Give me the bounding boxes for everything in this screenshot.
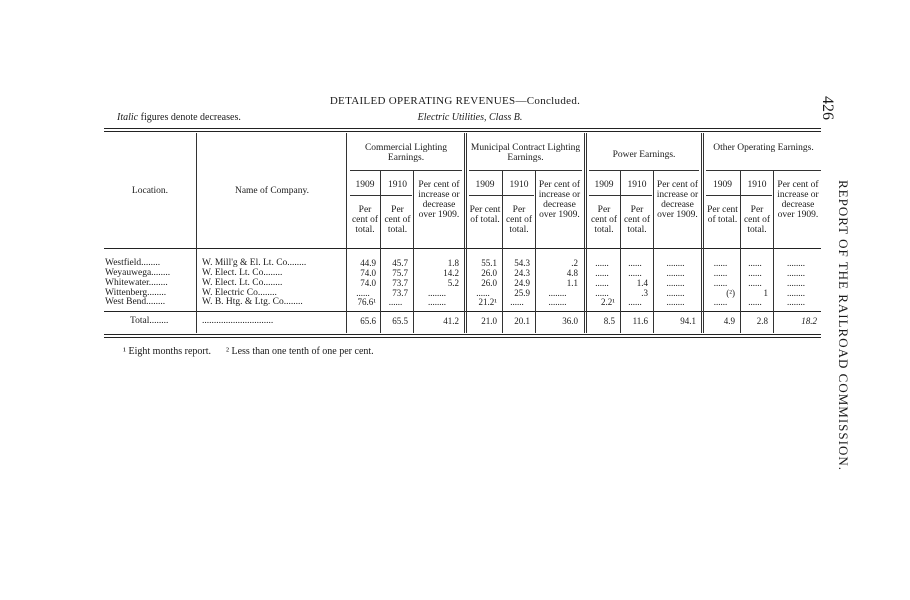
table-cell: 75.7 bbox=[392, 268, 408, 278]
table-cell: ........ bbox=[787, 288, 805, 298]
row-location: West Bend........ bbox=[105, 297, 166, 307]
table-cell: ...... bbox=[713, 278, 728, 288]
total-leader: .............................. bbox=[202, 316, 274, 326]
table-cell: ...... bbox=[713, 258, 728, 268]
total-cell: 65.5 bbox=[392, 316, 408, 326]
pct-total-header: Per cent of total. bbox=[384, 205, 411, 235]
year-header: 1909 bbox=[355, 180, 375, 190]
table-cell: 45.7 bbox=[392, 258, 408, 268]
table-cell: 1.4 bbox=[636, 278, 648, 288]
group-rule bbox=[469, 170, 582, 171]
total-cell: 41.2 bbox=[443, 316, 459, 326]
table-cell: ...... bbox=[595, 288, 609, 298]
table-cell: 24.3 bbox=[514, 268, 530, 278]
pct-change-header: Per cent of increase or decrease over 1909. bbox=[777, 180, 819, 220]
page-title: DETAILED OPERATING REVENUES—Concluded. bbox=[329, 95, 581, 107]
total-cell: 4.9 bbox=[723, 316, 735, 326]
row-company: W. B. Htg. & Ltg. Co........ bbox=[202, 297, 303, 307]
italic-word: Italic bbox=[117, 112, 139, 123]
row-location: Weyauwega........ bbox=[105, 268, 171, 278]
header-bottom-rule bbox=[104, 248, 821, 249]
year-header: 1910 bbox=[627, 180, 647, 190]
table-cell: ...... bbox=[628, 297, 642, 307]
pct-change-header: Per cent of increase or decrease over 1909. bbox=[656, 180, 699, 220]
year-header: 1909 bbox=[475, 180, 495, 190]
table-cell: 5.2 bbox=[447, 278, 459, 288]
col-divider bbox=[196, 133, 197, 333]
table-cell: ........ bbox=[787, 258, 805, 268]
table-cell: ...... bbox=[388, 297, 403, 307]
table-cell: 26.0 bbox=[481, 278, 497, 288]
group-rule bbox=[350, 170, 462, 171]
table-cell: 55.1 bbox=[481, 258, 497, 268]
table-cell: ...... bbox=[628, 268, 642, 278]
header-company: Name of Company. bbox=[234, 186, 310, 196]
table-cell: ...... bbox=[748, 278, 762, 288]
year-header: 1909 bbox=[594, 180, 614, 190]
group-divider bbox=[584, 133, 587, 333]
page-subtitle: Electric Utilities, Class B. bbox=[417, 112, 523, 123]
table-cell: ........ bbox=[787, 297, 805, 307]
total-cell: 8.5 bbox=[603, 316, 615, 326]
year-header: 1910 bbox=[747, 180, 767, 190]
table-cell: 2.2¹ bbox=[601, 297, 615, 307]
table-cell: 73.7 bbox=[392, 288, 408, 298]
col-divider bbox=[413, 170, 414, 333]
table-cell: ........ bbox=[666, 258, 685, 268]
table-cell: 21.2¹ bbox=[478, 297, 497, 307]
table-cell: ...... bbox=[595, 268, 609, 278]
table-cell: ...... bbox=[628, 258, 642, 268]
group-header-other: Other Operating Earnings. bbox=[713, 143, 814, 153]
row-location: Westfield........ bbox=[105, 258, 161, 268]
table-cell: 74.0 bbox=[360, 278, 376, 288]
header-location: Location. bbox=[131, 186, 169, 196]
footnotes bbox=[123, 346, 374, 357]
row-company: W. Electric Co........ bbox=[202, 288, 277, 298]
italic-note-text: figures denote decreases. bbox=[138, 112, 241, 123]
table-cell: 25.9 bbox=[514, 288, 530, 298]
year-rule bbox=[706, 195, 772, 196]
total-top-rule bbox=[104, 311, 821, 312]
year-header: 1910 bbox=[388, 180, 407, 190]
group-header-power: Power Earnings. bbox=[612, 150, 676, 160]
total-cell: 36.0 bbox=[562, 316, 578, 326]
table-cell: ...... bbox=[748, 258, 762, 268]
row-company: W. Mill'g & El. Lt. Co........ bbox=[202, 258, 307, 268]
table-cell: 1 bbox=[763, 288, 768, 298]
total-cell: 18.2 bbox=[801, 316, 817, 326]
running-head: REPORT OF THE RAILROAD COMMISSION. bbox=[836, 180, 851, 471]
col-divider bbox=[535, 170, 536, 333]
page-number: 426 bbox=[819, 96, 836, 120]
table-cell: ...... bbox=[713, 297, 728, 307]
table-cell: ...... bbox=[713, 268, 728, 278]
total-cell: 11.6 bbox=[632, 316, 648, 326]
table-cell: ........ bbox=[428, 288, 446, 298]
pct-total-header: Per cent of total. bbox=[743, 205, 771, 235]
table-cell: 26.0 bbox=[481, 268, 497, 278]
total-cell: 65.6 bbox=[360, 316, 376, 326]
table-cell: ........ bbox=[666, 297, 685, 307]
group-rule bbox=[589, 170, 699, 171]
footnote-2: ² Less than one tenth of one per cent. bbox=[226, 346, 374, 357]
year-header: 1909 bbox=[713, 180, 732, 190]
table-cell: ...... bbox=[356, 288, 370, 298]
row-location: Wittenberg........ bbox=[105, 288, 167, 298]
table-cell: 4.8 bbox=[566, 268, 578, 278]
table-cell: 73.7 bbox=[392, 278, 408, 288]
table-cell: (²) bbox=[726, 288, 735, 298]
col-divider bbox=[346, 133, 347, 333]
pct-total-header: Per cent of total. bbox=[707, 205, 738, 225]
total-cell: 21.0 bbox=[481, 316, 497, 326]
table-cell: .3 bbox=[641, 288, 648, 298]
table-cell: 54.3 bbox=[514, 258, 530, 268]
pct-total-header: Per cent of total. bbox=[590, 205, 618, 235]
table-cell: 1.1 bbox=[566, 278, 578, 288]
row-location: Whitewater........ bbox=[105, 278, 168, 288]
pct-total-header: Per cent of total. bbox=[469, 205, 501, 225]
row-company: W. Elect. Lt. Co........ bbox=[202, 278, 283, 288]
total-label: Total........ bbox=[130, 316, 169, 326]
table-cell: ........ bbox=[666, 288, 685, 298]
table-cell: 24.9 bbox=[514, 278, 530, 288]
col-divider bbox=[773, 170, 774, 333]
pct-change-header: Per cent of increase or decrease over 1909. bbox=[418, 180, 460, 220]
table-cell: 44.9 bbox=[360, 258, 376, 268]
table-cell: .2 bbox=[571, 258, 578, 268]
group-divider bbox=[464, 133, 467, 333]
table-top-rule-2 bbox=[104, 131, 821, 132]
group-header-commercial: Commercial Lighting Earnings. bbox=[364, 143, 448, 163]
group-divider bbox=[701, 133, 704, 333]
row-company: W. Elect. Lt. Co........ bbox=[202, 268, 283, 278]
table-cell: 74.0 bbox=[360, 268, 376, 278]
table-cell: ........ bbox=[548, 297, 567, 307]
table-cell: 14.2 bbox=[443, 268, 459, 278]
pct-total-header: Per cent of total. bbox=[623, 205, 651, 235]
total-cell: 2.8 bbox=[756, 316, 768, 326]
group-header-municipal: Municipal Contract Lighting Earnings. bbox=[470, 143, 581, 163]
pct-total-header: Per cent of total. bbox=[351, 205, 379, 235]
col-divider bbox=[653, 170, 654, 333]
group-rule bbox=[706, 170, 821, 171]
table-cell: ...... bbox=[748, 297, 762, 307]
table-cell: ........ bbox=[428, 297, 446, 307]
year-rule bbox=[469, 195, 534, 196]
table-bottom-rule-2 bbox=[104, 337, 821, 338]
table-cell: 1.8 bbox=[447, 258, 459, 268]
table-cell: ...... bbox=[476, 288, 490, 298]
table-cell: ........ bbox=[548, 288, 567, 298]
year-rule bbox=[350, 195, 412, 196]
table-top-rule bbox=[104, 128, 821, 129]
table-cell: ...... bbox=[595, 278, 609, 288]
table-cell: ........ bbox=[787, 268, 805, 278]
table-cell: ........ bbox=[787, 278, 805, 288]
footnote-1: ¹ Eight months report. bbox=[123, 346, 211, 357]
pct-change-header: Per cent of increase or decrease over 1909. bbox=[538, 180, 581, 220]
table-cell: ...... bbox=[748, 268, 762, 278]
total-cell: 94.1 bbox=[680, 316, 696, 326]
table-cell: 76.6¹ bbox=[357, 297, 376, 307]
pct-total-header: Per cent of total. bbox=[505, 205, 533, 235]
year-header: 1910 bbox=[509, 180, 529, 190]
total-cell: 20.1 bbox=[514, 316, 530, 326]
table-cell: ........ bbox=[666, 278, 685, 288]
year-rule bbox=[589, 195, 652, 196]
table-cell: ...... bbox=[595, 258, 609, 268]
table-cell: ...... bbox=[510, 297, 524, 307]
table-cell: ........ bbox=[666, 268, 685, 278]
table-bottom-rule bbox=[104, 334, 821, 335]
